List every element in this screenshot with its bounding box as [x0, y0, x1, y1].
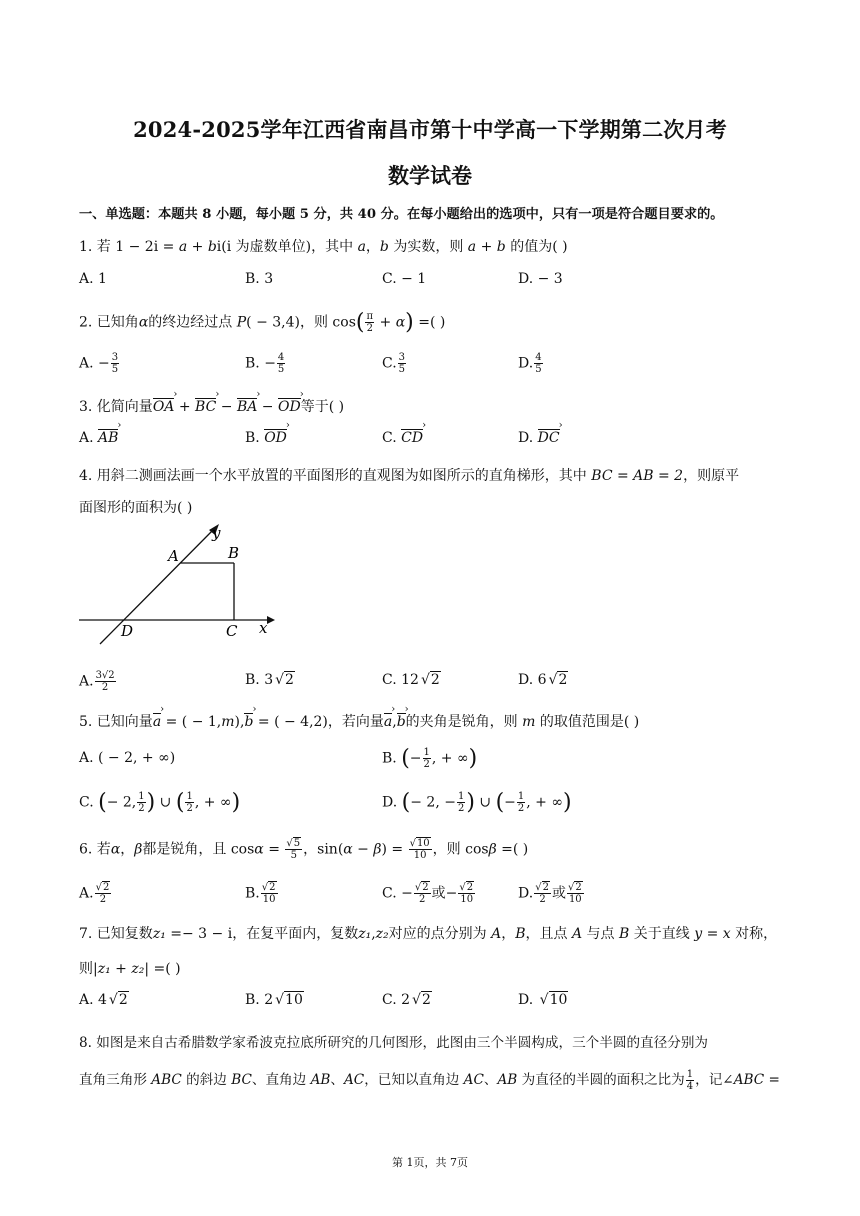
q5-option-a: A. ( − 2, + ∞) — [79, 750, 176, 766]
exam-subtitle: 数学试卷 — [388, 163, 472, 188]
q5-option-b: B. (− $\frac{1}{2}$ , + ∞) — [382, 746, 478, 771]
question-7-line-1: 7. 已知复数z₁ =− 3 − i，在复平面内，复数z₁,z₂对应的点分别为 A，B，且点 A 与点 B 关于直线 y = x 对称， — [79, 926, 778, 942]
question-8-line-2: 直角三角形 ABC 的斜边 BC、直角边 AB、AC，已知以直角边 AC、AB 为直径的半圆的面积之比为 $\frac{1}{4}$ ，记∠ABC = — [79, 1069, 780, 1092]
page-footer: 第 1页，共 7页 — [392, 1156, 468, 1169]
q4-option-b: B. 3 √2 — [245, 672, 294, 688]
label-d: D — [121, 622, 134, 640]
label-c: C — [226, 622, 238, 640]
x-axis-arrow — [267, 616, 275, 624]
q5-option-d: D. (− 2, − $\frac{1}{2}$ ) ∪ (− $\frac{1}{2}$ , + ∞) — [382, 790, 572, 815]
label-b: B — [228, 544, 240, 562]
q3-option-c: C. › CD — [382, 430, 423, 446]
q7-option-d: D. √10 — [518, 992, 568, 1008]
q6-option-a: A. $\frac{√2}{2}$ — [79, 882, 110, 905]
q2-option-d: D. $\frac{4}{5}$ — [518, 352, 542, 375]
q1-option-c: C. − 1 — [382, 271, 427, 287]
question-4-line-2: 面图形的面积为( ) — [79, 500, 193, 516]
y-axis — [100, 528, 215, 644]
label-a: A — [168, 547, 179, 565]
q5-option-c: C. (− 2, $\frac{1}{2}$ ) ∪ ( $\frac{1}{2}$ , + ∞) — [79, 790, 241, 815]
q1-option-b: B. 3 — [245, 271, 274, 287]
question-8-line-1: 8. 如图是来自古希腊数学家希波克拉底所研究的几何图形，此图由三个半圆构成，三个半圆的直径分别为 — [79, 1035, 709, 1051]
q2-option-b: B. − $\frac{4}{5}$ — [245, 352, 285, 375]
q6-option-d: D. $\frac{√2}{2}$ 或 $\frac{√2}{10}$ — [518, 882, 582, 905]
q4-option-a: A. $\frac{3√2}{2}$ — [79, 670, 115, 693]
question-4-line-1: 4. 用斜二测画法画一个水平放置的平面图形的直观图为如图所示的直角梯形，其中 BC = AB = 2，则原平 — [79, 468, 740, 484]
question-1: 1. 若 1 − 2i = a + bi(i 为虚数单位)，其中 a，b 为实数，则 a + b 的值为( ) — [79, 239, 568, 255]
question-3: 3. 化简向量› OA + › BC − › BA − › OD等于( ) — [79, 396, 344, 416]
q3-option-b: B. › OD — [245, 430, 287, 446]
exam-title: 2024-2025学年江西省南昌市第十中学高一下学期第二次月考 — [133, 117, 727, 142]
q6-option-b: B. $\frac{√2}{10}$ — [245, 882, 276, 905]
q3-option-a: A. › AB — [79, 430, 118, 446]
q4-option-c: C. 12 √2 — [382, 672, 440, 688]
q7-option-a: A. 4 √2 — [79, 992, 128, 1008]
question-6: 6. 若α，β都是锐角，且 cosα = $\frac{√5}{5}$ ，sin(α − β) = $\frac{√10}{10}$ ，则 cosβ =( ) — [79, 838, 529, 861]
q4-option-d: D. 6 √2 — [518, 672, 568, 688]
q7-option-c: C. 2 √2 — [382, 992, 431, 1008]
q2-option-c: C. $\frac{3}{5}$ — [382, 352, 406, 375]
q3-option-d: D. › DC — [518, 430, 560, 446]
question-2: 2. 已知角α的终边经过点 P( − 3,4)，则 cos( $\frac{\pi}{2}$ + α) =( ) — [79, 310, 446, 335]
trapezoid-figure — [75, 522, 285, 647]
q1-option-a: A. 1 — [79, 271, 107, 287]
q6-option-c: C. − $\frac{√2}{2}$ 或− $\frac{√2}{10}$ — [382, 882, 474, 905]
q1-option-d: D. − 3 — [518, 271, 563, 287]
question-5: 5. 已知向量› a = ( − 1,m),› b = ( − 4,2)，若向量› a,› b的夹角是锐角，则 m 的取值范围是( ) — [79, 711, 639, 731]
question-7-line-2: 则|z₁ + z₂| =( ) — [79, 961, 181, 977]
section-heading: 一、单选题：本题共 8 小题，每小题 5 分，共 40 分。在每小题给出的选项中，只有一项是符合题目要求的。 — [79, 207, 724, 222]
label-x: x — [259, 619, 268, 637]
q2-option-a: A. − $\frac{3}{5}$ — [79, 352, 119, 375]
label-y: y — [212, 524, 221, 542]
q7-option-b: B. 2 √10 — [245, 992, 303, 1008]
